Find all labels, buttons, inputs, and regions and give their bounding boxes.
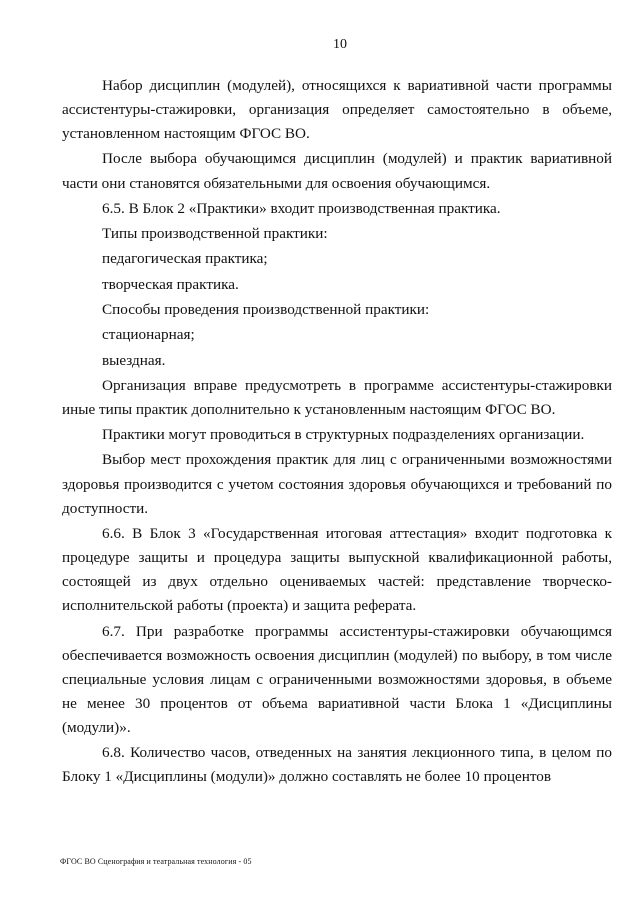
paragraph: Набор дисциплин (модулей), относящихся к вариативной части программы ассистентуры-стажировки, организация определяет самостоятельно в объеме, установленном настоящим ФГОС ВО. [62,77,612,143]
footer: ФГОС ВО Сценография и театральная технология - 05 [60,857,252,866]
paragraph: 6.7. При разработке программы ассистентуры-стажировки обучающимся обеспечивается возможность освоения дисциплин (модулей) по выбору, в том числе специальные условия лицам с ограниченными возможностями здоровья, в объеме не менее 30 процентов от объема вариативной части Блока 1 «Дисциплины (модули)». [62,622,612,736]
paragraph: Способы проведения производственной практики: [102,300,430,318]
paragraph: стационарная; [102,326,195,344]
paragraph: 6.5. В Блок 2 «Практики» входит производственная практика. [102,199,501,217]
paragraph: 6.8. Количество часов, отведенных на занятия лекционного типа, в целом по Блоку 1 «Дисциплины (модули)» должно составлять не более 10 процентов [62,744,612,786]
page-number: 10 [333,37,347,52]
paragraph: педагогическая практика; [102,250,268,268]
paragraph: Выбор мест прохождения практик для лиц с ограниченными возможностями здоровья производится с учетом состояния здоровья обучающихся и требований по доступности. [62,451,612,517]
body-text [62,74,612,791]
paragraph: выездная. [102,351,166,369]
paragraph: Практики могут проводиться в структурных подразделениях организации. [102,426,585,444]
paragraph: Типы производственной практики: [102,225,328,243]
paragraph: Организация вправе предусмотреть в программе ассистентуры-стажировки иные типы практик дополнительно к установленным настоящим ФГОС ВО. [62,376,612,418]
paragraph: творческая практика. [102,275,239,293]
paragraph: После выбора обучающимся дисциплин (модулей) и практик вариативной части они становятся обязательными для освоения обучающимся. [62,150,612,192]
paragraph: 6.6. В Блок 3 «Государственная итоговая аттестация» входит подготовка к процедуре защиты и процедура защиты выпускной квалификационной работы, состоящей из двух отдельно оцениваемых частей: представление творческо-исполнительской работы (проекта) и защита реферата. [62,524,612,615]
